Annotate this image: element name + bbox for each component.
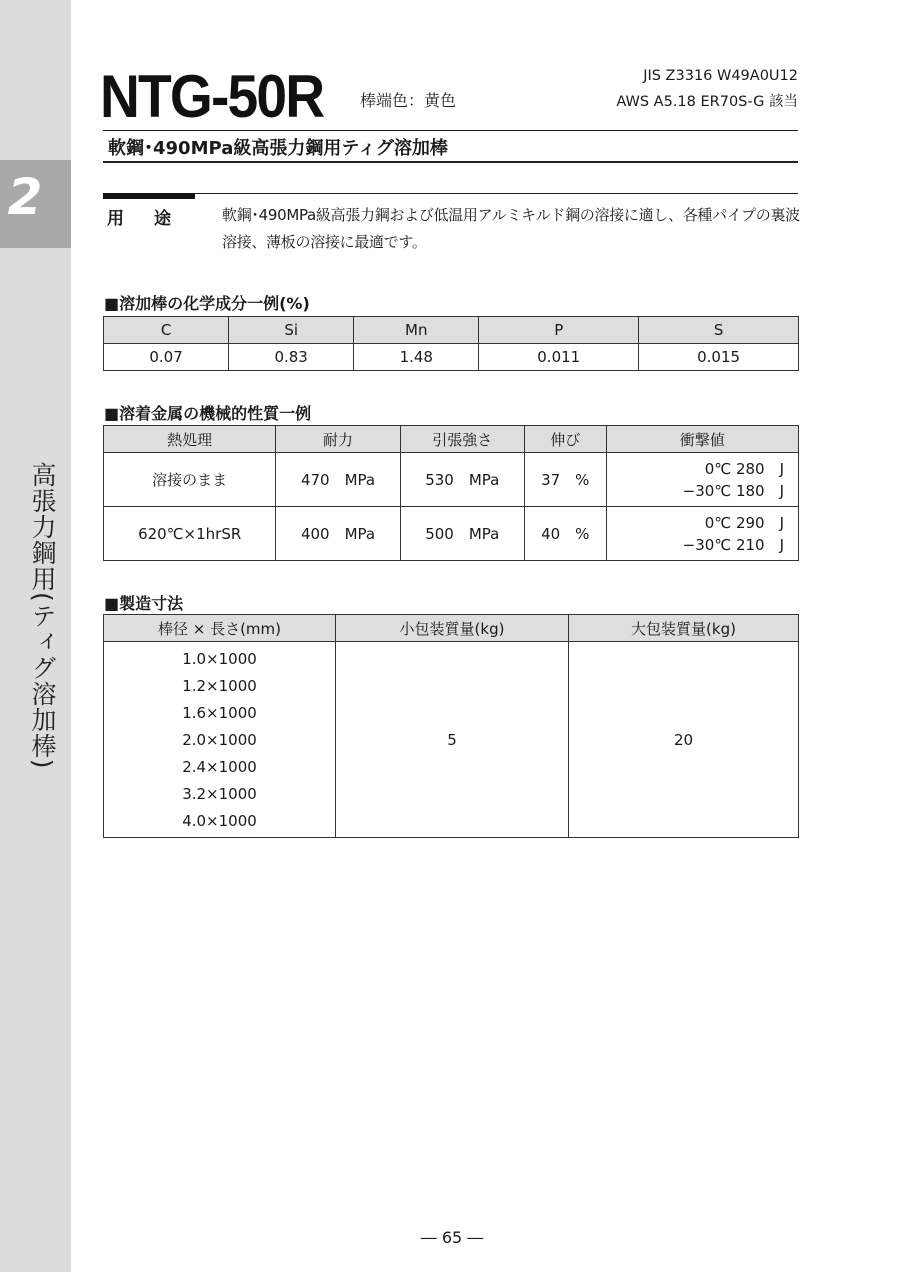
table-row xyxy=(104,344,799,371)
chemical-title: ■溶加棒の化学成分一例(%) xyxy=(104,294,310,313)
tip-color: 棒端色：黄色 xyxy=(360,91,457,110)
subtitle: 軟鋼･490MPa級高張力鋼用ティグ溶加棒 xyxy=(108,138,448,159)
list-item: 1.0×1000 xyxy=(182,650,257,668)
list-item: 1.6×1000 xyxy=(182,704,257,722)
divider xyxy=(103,161,798,163)
usage-label: 用途 xyxy=(107,209,201,229)
table-cell: 37 % xyxy=(524,453,606,507)
product-name: NTG-50R xyxy=(100,63,324,130)
table-header: 引張強さ xyxy=(400,426,524,453)
table-cell: 620℃×1hrSR xyxy=(104,507,276,561)
table-cell: 0.015 xyxy=(639,344,799,371)
standard-jis: JIS Z3316 W49A0U12 xyxy=(643,68,798,84)
table-cell: 470 MPa xyxy=(276,453,400,507)
divider xyxy=(103,193,798,194)
mechanical-title: ■溶着金属の機械的性質一例 xyxy=(104,404,312,423)
table-cell: 400 MPa xyxy=(276,507,400,561)
table-header: 衝撃値 xyxy=(606,426,798,453)
sizes-table xyxy=(103,614,799,838)
list-item: 2.0×1000 xyxy=(182,731,257,749)
table-header-row xyxy=(104,615,799,642)
table-header: P xyxy=(479,317,639,344)
table-header: Mn xyxy=(354,317,479,344)
large-pack-weight: 20 xyxy=(569,642,799,838)
divider xyxy=(103,130,798,131)
table-row xyxy=(104,453,799,507)
list-item: 2.4×1000 xyxy=(182,758,257,776)
table-header: 大包装質量(kg) xyxy=(569,615,799,642)
small-pack-weight: 5 xyxy=(336,642,569,838)
sidebar-title: 高張力鋼用(ティグ溶加棒) xyxy=(28,462,57,770)
mechanical-table xyxy=(103,425,799,561)
table-cell xyxy=(606,507,798,561)
table-cell: 40 % xyxy=(524,507,606,561)
usage-bar xyxy=(103,193,195,199)
table-cell: 530 MPa xyxy=(400,453,524,507)
table-cell: 1.48 xyxy=(354,344,479,371)
list-item: 3.2×1000 xyxy=(182,785,257,803)
standard-aws: AWS A5.18 ER70S-G 該当 xyxy=(616,94,798,110)
table-header-row xyxy=(104,426,799,453)
table-row xyxy=(104,642,799,838)
table-cell: 0.07 xyxy=(104,344,229,371)
table-header: 耐力 xyxy=(276,426,400,453)
impact-value: −30℃ 210 J xyxy=(682,535,784,554)
table-row xyxy=(104,507,799,561)
table-cell: 0.83 xyxy=(229,344,354,371)
table-cell: 0.011 xyxy=(479,344,639,371)
table-header: 熱処理 xyxy=(104,426,276,453)
usage-text: 軟鋼･490MPa級高張力鋼および低温用アルミキルド鋼の溶接に適し、各種パイプの裏波溶接、薄板の溶接に最適です。 xyxy=(222,206,800,251)
impact-value: 0℃ 280 J xyxy=(704,459,784,478)
list-item: 4.0×1000 xyxy=(182,812,257,830)
table-cell xyxy=(606,453,798,507)
table-header: C xyxy=(104,317,229,344)
table-header: 棒径 × 長さ(mm) xyxy=(104,615,336,642)
impact-value: 0℃ 290 J xyxy=(704,513,784,532)
table-header: S xyxy=(639,317,799,344)
table-cell: 500 MPa xyxy=(400,507,524,561)
table-header: 伸び xyxy=(524,426,606,453)
table-cell: 溶接のまま xyxy=(104,453,276,507)
table-header-row xyxy=(104,317,799,344)
impact-value: −30℃ 180 J xyxy=(682,481,784,500)
list-item: 1.2×1000 xyxy=(182,677,257,695)
table-header: 小包装質量(kg) xyxy=(336,615,569,642)
page-number: ― 65 ― xyxy=(420,1228,484,1247)
size-list xyxy=(104,642,336,838)
table-header: Si xyxy=(229,317,354,344)
chapter-number: 2 xyxy=(7,168,43,226)
chemical-table xyxy=(103,316,799,371)
sizes-title: ■製造寸法 xyxy=(104,594,184,613)
